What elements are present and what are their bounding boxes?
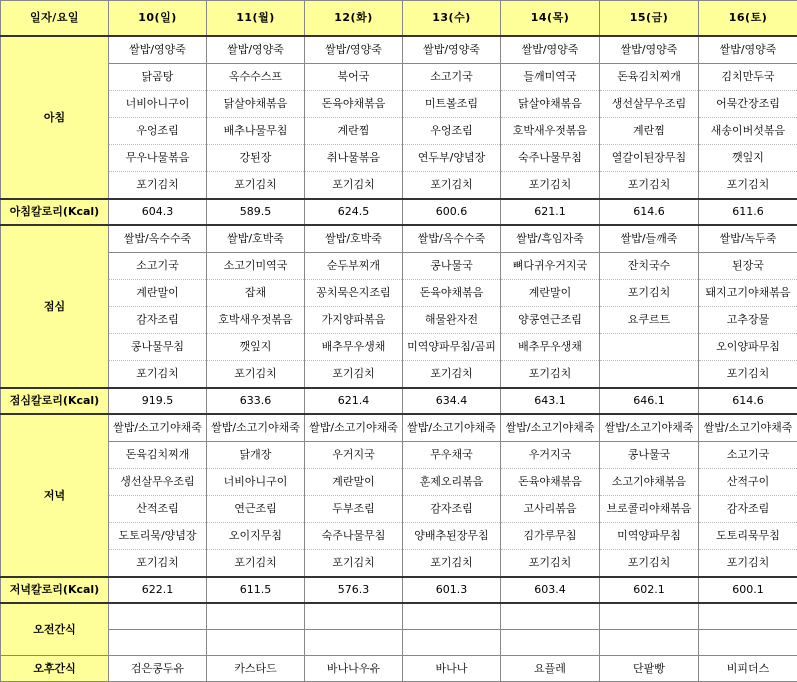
menu-cell: 잡채: [207, 280, 305, 307]
calorie-value: 611.5: [207, 577, 305, 603]
calorie-value: 602.1: [600, 577, 699, 603]
calorie-value: 603.4: [501, 577, 600, 603]
menu-cell: 너비아니구이: [109, 91, 207, 118]
menu-cell: 감자조림: [403, 496, 501, 523]
menu-cell: 된장국: [699, 253, 797, 280]
menu-row: [1, 36, 797, 64]
menu-cell: 김가루무침: [501, 523, 600, 550]
snack-cell: [501, 603, 600, 630]
calorie-value: 601.3: [403, 577, 501, 603]
snack-cell: [109, 603, 207, 630]
snack-cell: 비피더스: [699, 656, 797, 682]
menu-cell: 미역양파무침: [600, 523, 699, 550]
menu-cell: 포기김치: [109, 172, 207, 200]
menu-cell: 포기김치: [501, 172, 600, 200]
menu-cell: 포기김치: [305, 361, 403, 389]
menu-cell: 쌀밥/옥수수죽: [403, 225, 501, 253]
menu-cell: 쌀밥/영양죽: [699, 36, 797, 64]
snack-cell: [305, 630, 403, 656]
menu-row: [1, 523, 797, 550]
menu-cell: 숙주나물무침: [305, 523, 403, 550]
menu-cell: 무우채국: [403, 442, 501, 469]
snack-cell: [109, 630, 207, 656]
meal-label: 점심: [1, 225, 109, 388]
snack-cell: 단팥빵: [600, 656, 699, 682]
menu-cell: 연근조림: [207, 496, 305, 523]
menu-row: [1, 550, 797, 578]
menu-cell: 쌀밥/소고기야채죽: [403, 414, 501, 442]
calorie-value: 621.4: [305, 388, 403, 414]
meal-label: 아침: [1, 36, 109, 199]
menu-cell: 우엉조림: [403, 118, 501, 145]
menu-cell: 쌀밥/영양죽: [403, 36, 501, 64]
menu-cell: 호박새우젓볶음: [207, 307, 305, 334]
menu-cell: 옥수수스프: [207, 64, 305, 91]
menu-cell: 소고기국: [699, 442, 797, 469]
header-day: 10(일): [109, 1, 207, 37]
menu-cell: 계란찜: [305, 118, 403, 145]
menu-cell: 브로콜리야채볶음: [600, 496, 699, 523]
menu-cell: 가지양파볶음: [305, 307, 403, 334]
calorie-value: 604.3: [109, 199, 207, 225]
menu-cell: 포기김치: [305, 172, 403, 200]
menu-cell: 포기김치: [699, 550, 797, 578]
menu-cell: 계란말이: [501, 280, 600, 307]
menu-cell: 쌀밥/소고기야채죽: [501, 414, 600, 442]
menu-row: [1, 145, 797, 172]
menu-cell: 어묵간장조림: [699, 91, 797, 118]
snack-cell: [403, 603, 501, 630]
menu-cell: 도토리묵/양념장: [109, 523, 207, 550]
calorie-row: [1, 199, 797, 225]
menu-cell: 쌀밥/영양죽: [600, 36, 699, 64]
meal-label: 저녁: [1, 414, 109, 577]
menu-cell: 포기김치: [600, 550, 699, 578]
menu-cell: 돈육야채볶음: [403, 280, 501, 307]
menu-cell: 포기김치: [600, 280, 699, 307]
menu-cell: 계란찜: [600, 118, 699, 145]
menu-cell: 김치만두국: [699, 64, 797, 91]
menu-cell: 포기김치: [403, 361, 501, 389]
menu-cell: 콩나물국: [600, 442, 699, 469]
am-snack-row: [1, 603, 797, 630]
menu-cell: 취나물볶음: [305, 145, 403, 172]
menu-cell: 쌀밥/영양죽: [501, 36, 600, 64]
calorie-value: 576.3: [305, 577, 403, 603]
menu-cell: 닭살야채볶음: [501, 91, 600, 118]
menu-row: [1, 91, 797, 118]
calorie-value: 621.1: [501, 199, 600, 225]
calorie-label: 점심칼로리(Kcal): [1, 388, 109, 414]
menu-cell: 배추무우생채: [501, 334, 600, 361]
menu-cell: 배추무우생채: [305, 334, 403, 361]
menu-cell: 소고기국: [109, 253, 207, 280]
menu-cell: 호박새우젓볶음: [501, 118, 600, 145]
snack-cell: [600, 630, 699, 656]
calorie-label: 저녁칼로리(Kcal): [1, 577, 109, 603]
snack-cell: [207, 630, 305, 656]
menu-row: [1, 64, 797, 91]
header-day: 15(금): [600, 1, 699, 37]
menu-cell: 포기김치: [501, 550, 600, 578]
menu-cell: 배추나물무침: [207, 118, 305, 145]
menu-cell: 포기김치: [207, 361, 305, 389]
menu-cell: 도토리묵무침: [699, 523, 797, 550]
menu-cell: 강된장: [207, 145, 305, 172]
menu-cell: [600, 361, 699, 389]
calorie-value: 646.1: [600, 388, 699, 414]
header-day: 13(수): [403, 1, 501, 37]
menu-row: [1, 442, 797, 469]
menu-cell: 쌀밥/소고기야채죽: [109, 414, 207, 442]
menu-cell: 깻잎지: [207, 334, 305, 361]
menu-cell: 북어국: [305, 64, 403, 91]
snack-cell: 요플레: [501, 656, 600, 682]
snack-cell: [305, 603, 403, 630]
menu-cell: 순두부찌개: [305, 253, 403, 280]
header-day: 14(목): [501, 1, 600, 37]
snack-cell: [699, 630, 797, 656]
calorie-value: 600.1: [699, 577, 797, 603]
menu-cell: 고추장물: [699, 307, 797, 334]
menu-cell: 쌀밥/소고기야채죽: [600, 414, 699, 442]
menu-cell: 포기김치: [501, 361, 600, 389]
menu-cell: 포기김치: [699, 172, 797, 200]
menu-cell: 쌀밥/흑임자죽: [501, 225, 600, 253]
header-day: 11(월): [207, 1, 305, 37]
snack-label: 오전간식: [1, 603, 109, 656]
snack-cell: [207, 603, 305, 630]
menu-cell: 깻잎지: [699, 145, 797, 172]
menu-cell: 새송이버섯볶음: [699, 118, 797, 145]
menu-cell: 소고기야채볶음: [600, 469, 699, 496]
menu-cell: 돼지고기야채볶음: [699, 280, 797, 307]
menu-row: [1, 280, 797, 307]
menu-cell: 들깨미역국: [501, 64, 600, 91]
snack-cell: 카스타드: [207, 656, 305, 682]
menu-cell: 닭살야채볶음: [207, 91, 305, 118]
menu-cell: 뼈다귀우거지국: [501, 253, 600, 280]
menu-cell: 쌀밥/들깨죽: [600, 225, 699, 253]
menu-cell: 계란말이: [109, 280, 207, 307]
menu-row: [1, 496, 797, 523]
menu-cell: 쌀밥/호박죽: [305, 225, 403, 253]
calorie-value: 634.4: [403, 388, 501, 414]
menu-row: [1, 118, 797, 145]
calorie-value: 600.6: [403, 199, 501, 225]
calorie-value: 614.6: [699, 388, 797, 414]
menu-cell: 포기김치: [403, 550, 501, 578]
menu-cell: 감자조림: [109, 307, 207, 334]
menu-cell: 포기김치: [207, 550, 305, 578]
pm-snack-row: [1, 656, 797, 682]
menu-cell: 두부조림: [305, 496, 403, 523]
menu-cell: 미역양파무침/곰피: [403, 334, 501, 361]
menu-cell: 오이양파무침: [699, 334, 797, 361]
menu-cell: 쌀밥/녹두죽: [699, 225, 797, 253]
snack-cell: 바나나우유: [305, 656, 403, 682]
menu-row: [1, 361, 797, 389]
menu-cell: 포기김치: [403, 172, 501, 200]
calorie-value: 624.5: [305, 199, 403, 225]
menu-cell: 무우나물볶음: [109, 145, 207, 172]
am-snack-row: [1, 630, 797, 656]
menu-cell: 포기김치: [207, 172, 305, 200]
calorie-value: 622.1: [109, 577, 207, 603]
snack-label: 오후간식: [1, 656, 109, 682]
header-date-day: 일자/요일: [1, 1, 109, 37]
menu-cell: 돈육야채볶음: [305, 91, 403, 118]
menu-cell: 쌀밥/소고기야채죽: [207, 414, 305, 442]
menu-cell: 연두부/양념장: [403, 145, 501, 172]
menu-cell: 돈육김치찌개: [600, 64, 699, 91]
menu-cell: 돈육김치찌개: [109, 442, 207, 469]
menu-cell: 쌀밥/영양죽: [207, 36, 305, 64]
menu-cell: 포기김치: [305, 550, 403, 578]
header-day: 12(화): [305, 1, 403, 37]
menu-row: [1, 253, 797, 280]
menu-row: [1, 334, 797, 361]
menu-cell: 생선살무우조림: [600, 91, 699, 118]
menu-cell: 꽁치묵은지조림: [305, 280, 403, 307]
calorie-value: 633.6: [207, 388, 305, 414]
snack-cell: [403, 630, 501, 656]
menu-row: [1, 414, 797, 442]
menu-cell: 미트볼조림: [403, 91, 501, 118]
menu-row: [1, 469, 797, 496]
menu-cell: 잔치국수: [600, 253, 699, 280]
menu-cell: 숙주나물무침: [501, 145, 600, 172]
menu-cell: 쌀밥/소고기야채죽: [699, 414, 797, 442]
menu-cell: 포기김치: [600, 172, 699, 200]
calorie-row: [1, 577, 797, 603]
menu-cell: 해물완자전: [403, 307, 501, 334]
menu-cell: 생선살무우조림: [109, 469, 207, 496]
snack-cell: 바나나: [403, 656, 501, 682]
menu-cell: 쌀밥/영양죽: [109, 36, 207, 64]
menu-cell: 우엉조림: [109, 118, 207, 145]
menu-cell: 양콩연근조림: [501, 307, 600, 334]
menu-cell: 소고기국: [403, 64, 501, 91]
calorie-value: 919.5: [109, 388, 207, 414]
menu-cell: 쌀밥/호박죽: [207, 225, 305, 253]
menu-row: [1, 225, 797, 253]
menu-body: [1, 1, 797, 682]
menu-cell: 포기김치: [109, 550, 207, 578]
menu-row: [1, 307, 797, 334]
menu-cell: 쌀밥/영양죽: [305, 36, 403, 64]
menu-cell: 콩나물무침: [109, 334, 207, 361]
header-row: [1, 1, 797, 37]
menu-cell: 콩나물국: [403, 253, 501, 280]
menu-cell: 쌀밥/소고기야채죽: [305, 414, 403, 442]
snack-cell: [699, 603, 797, 630]
snack-cell: 검은콩두유: [109, 656, 207, 682]
calorie-value: 589.5: [207, 199, 305, 225]
menu-cell: 계란말이: [305, 469, 403, 496]
menu-cell: 산적조림: [109, 496, 207, 523]
menu-cell: 닭개장: [207, 442, 305, 469]
menu-cell: 양배추된장무침: [403, 523, 501, 550]
menu-cell: 오이지무침: [207, 523, 305, 550]
menu-cell: 고사리볶음: [501, 496, 600, 523]
calorie-label: 아침칼로리(Kcal): [1, 199, 109, 225]
menu-cell: 포기김치: [699, 361, 797, 389]
menu-cell: 우거지국: [501, 442, 600, 469]
menu-cell: 감자조림: [699, 496, 797, 523]
calorie-value: 611.6: [699, 199, 797, 225]
calorie-row: [1, 388, 797, 414]
header-day: 16(토): [699, 1, 797, 37]
menu-cell: 너비아니구이: [207, 469, 305, 496]
menu-cell: 소고기미역국: [207, 253, 305, 280]
menu-row: [1, 172, 797, 200]
menu-cell: 닭곰탕: [109, 64, 207, 91]
snack-cell: [501, 630, 600, 656]
menu-cell: 포기김치: [109, 361, 207, 389]
menu-cell: 열갈이된장무침: [600, 145, 699, 172]
calorie-value: 643.1: [501, 388, 600, 414]
menu-cell: 훈제오리볶음: [403, 469, 501, 496]
menu-cell: 산적구이: [699, 469, 797, 496]
menu-cell: [600, 334, 699, 361]
menu-cell: 우거지국: [305, 442, 403, 469]
menu-cell: 돈육야채볶음: [501, 469, 600, 496]
calorie-value: 614.6: [600, 199, 699, 225]
menu-cell: 쌀밥/옥수수죽: [109, 225, 207, 253]
snack-cell: [600, 603, 699, 630]
menu-cell: 요쿠르트: [600, 307, 699, 334]
